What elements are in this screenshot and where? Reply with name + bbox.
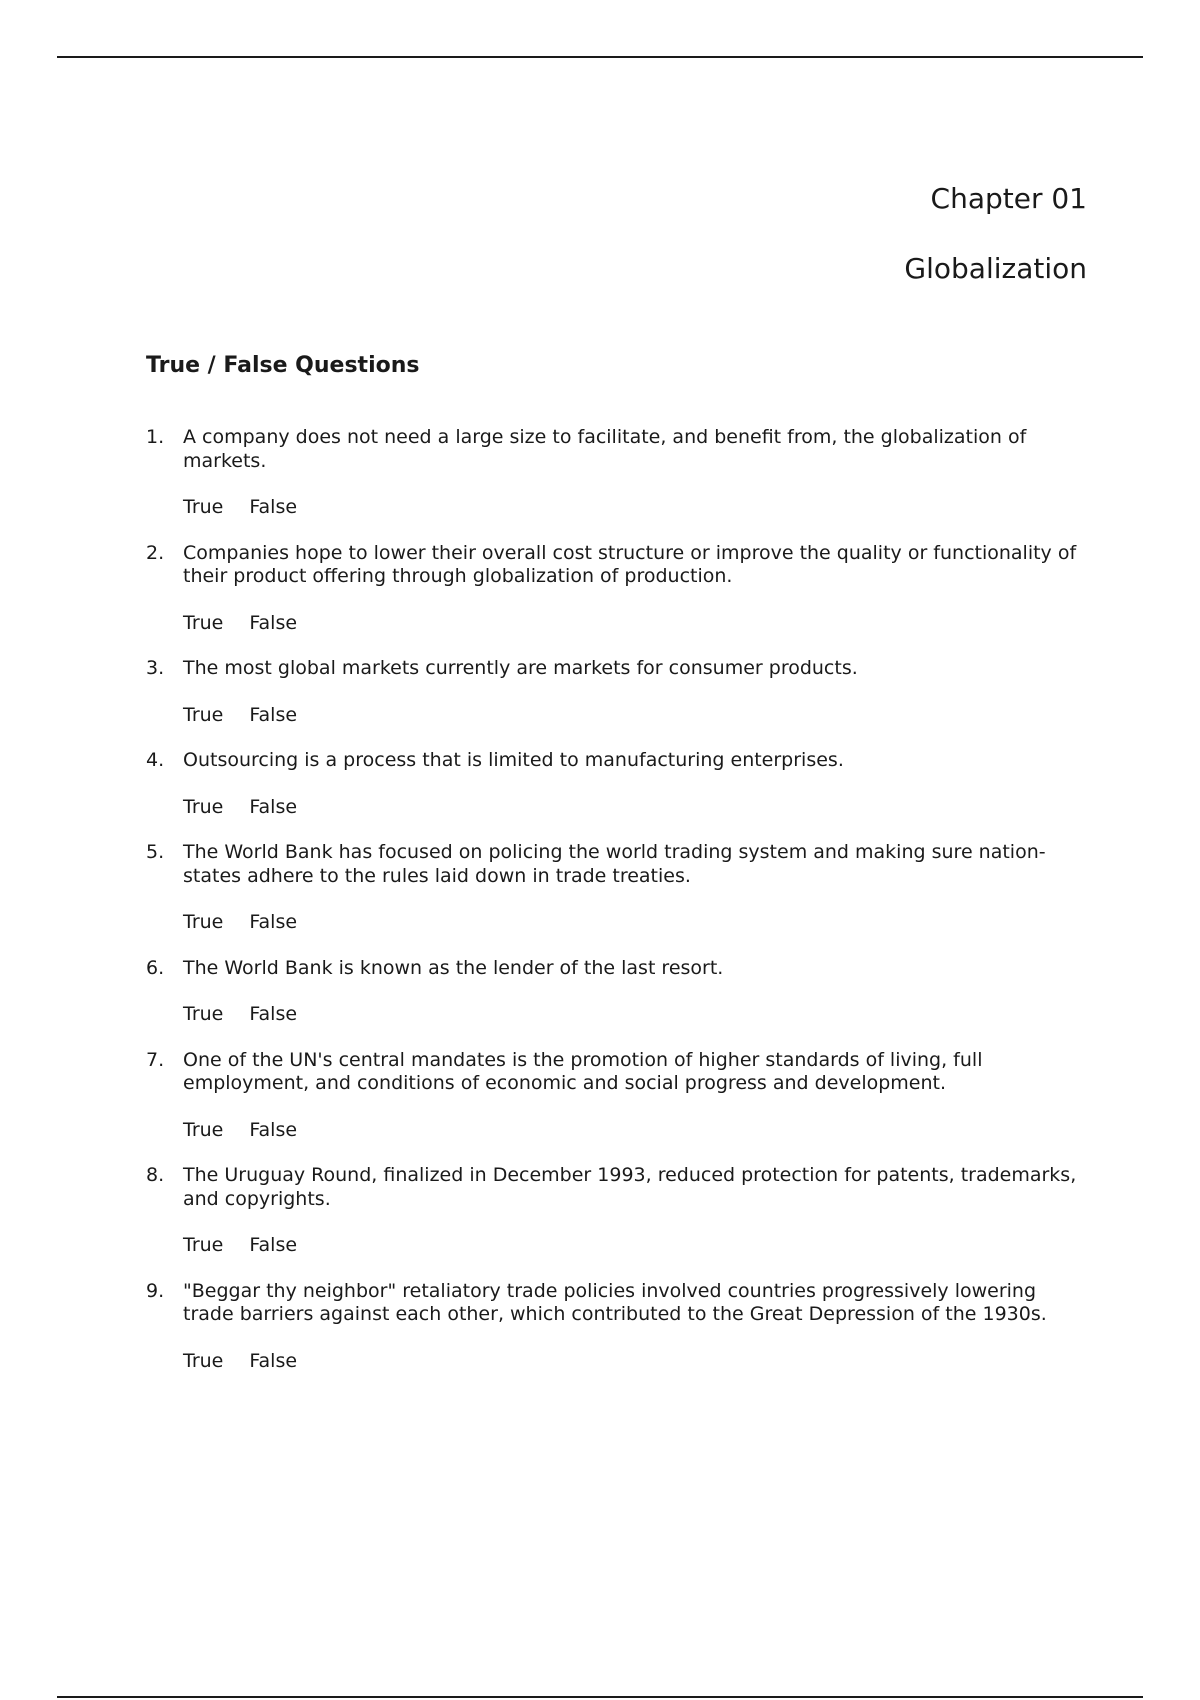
question-list bbox=[146, 426, 1086, 1395]
question-number: 4. bbox=[146, 749, 165, 771]
answer-true[interactable]: True bbox=[183, 496, 224, 518]
answer-true[interactable]: True bbox=[183, 611, 224, 634]
question-text: The Uruguay Round, finalized in December 1993, reduced protection for patents, trademarks, and copyrights. bbox=[183, 1164, 1077, 1210]
question-item bbox=[146, 1049, 1086, 1143]
question-item bbox=[146, 1280, 1086, 1374]
question-item bbox=[146, 426, 1086, 520]
answer-false[interactable]: False bbox=[249, 1234, 298, 1256]
section-heading: True / False Questions bbox=[146, 353, 420, 378]
question-number: 2. bbox=[146, 541, 165, 564]
question-text: "Beggar thy neighbor" retaliatory trade policies involved countries progressively lowering trade barriers against each other, which contributed to the Great Depression of the 1930s. bbox=[183, 1279, 1047, 1325]
answer-options bbox=[183, 496, 1086, 520]
question-number: 3. bbox=[146, 657, 165, 679]
answer-false[interactable]: False bbox=[249, 611, 298, 634]
answer-true[interactable]: True bbox=[183, 795, 224, 818]
answer-false[interactable]: False bbox=[249, 911, 298, 933]
question-item bbox=[146, 542, 1086, 636]
question-number: 9. bbox=[146, 1279, 165, 1302]
answer-false[interactable]: False bbox=[249, 703, 298, 726]
question-text: The most global markets currently are markets for consumer products. bbox=[183, 657, 858, 679]
answer-options bbox=[183, 911, 1086, 935]
question-text: Outsourcing is a process that is limited to manufacturing enterprises. bbox=[183, 749, 844, 771]
answer-options bbox=[183, 704, 1086, 728]
answer-true[interactable]: True bbox=[183, 1003, 224, 1025]
chapter-title: Chapter 01 bbox=[930, 182, 1087, 215]
question-number: 6. bbox=[146, 956, 165, 979]
question-number: 8. bbox=[146, 1164, 165, 1186]
answer-true[interactable]: True bbox=[183, 703, 224, 726]
question-text: The World Bank has focused on policing the world trading system and making sure nation-states adhere to the rules laid down in trade treaties. bbox=[183, 841, 1046, 887]
question-number: 5. bbox=[146, 841, 165, 863]
question-text: One of the UN's central mandates is the promotion of higher standards of living, full employment, and conditions of economic and social progress and development. bbox=[183, 1048, 983, 1094]
answer-false[interactable]: False bbox=[249, 1003, 298, 1025]
answer-options bbox=[183, 1119, 1086, 1143]
answer-false[interactable]: False bbox=[249, 1349, 298, 1372]
answer-false[interactable]: False bbox=[249, 496, 298, 518]
question-item bbox=[146, 957, 1086, 1027]
answer-false[interactable]: False bbox=[249, 1118, 298, 1141]
question-number: 1. bbox=[146, 426, 165, 448]
answer-options bbox=[183, 1350, 1086, 1374]
answer-true[interactable]: True bbox=[183, 911, 224, 933]
question-number: 7. bbox=[146, 1048, 165, 1071]
answer-options bbox=[183, 612, 1086, 636]
chapter-subject: Globalization bbox=[904, 252, 1087, 285]
bottom-rule bbox=[57, 1696, 1143, 1698]
answer-true[interactable]: True bbox=[183, 1234, 224, 1256]
answer-true[interactable]: True bbox=[183, 1118, 224, 1141]
question-item bbox=[146, 657, 1086, 727]
question-item bbox=[146, 749, 1086, 819]
question-text: The World Bank is known as the lender of the last resort. bbox=[183, 956, 724, 979]
answer-options bbox=[183, 796, 1086, 820]
answer-options bbox=[183, 1003, 1086, 1027]
question-item bbox=[146, 841, 1086, 935]
answer-options bbox=[183, 1234, 1086, 1258]
question-text: Companies hope to lower their overall cost structure or improve the quality or functionality of their product offering through globalization of production. bbox=[183, 541, 1077, 587]
answer-true[interactable]: True bbox=[183, 1349, 224, 1372]
top-rule bbox=[57, 56, 1143, 58]
answer-false[interactable]: False bbox=[249, 795, 298, 818]
question-text: A company does not need a large size to facilitate, and benefit from, the globalization of markets. bbox=[183, 426, 1027, 472]
question-item bbox=[146, 1164, 1086, 1258]
